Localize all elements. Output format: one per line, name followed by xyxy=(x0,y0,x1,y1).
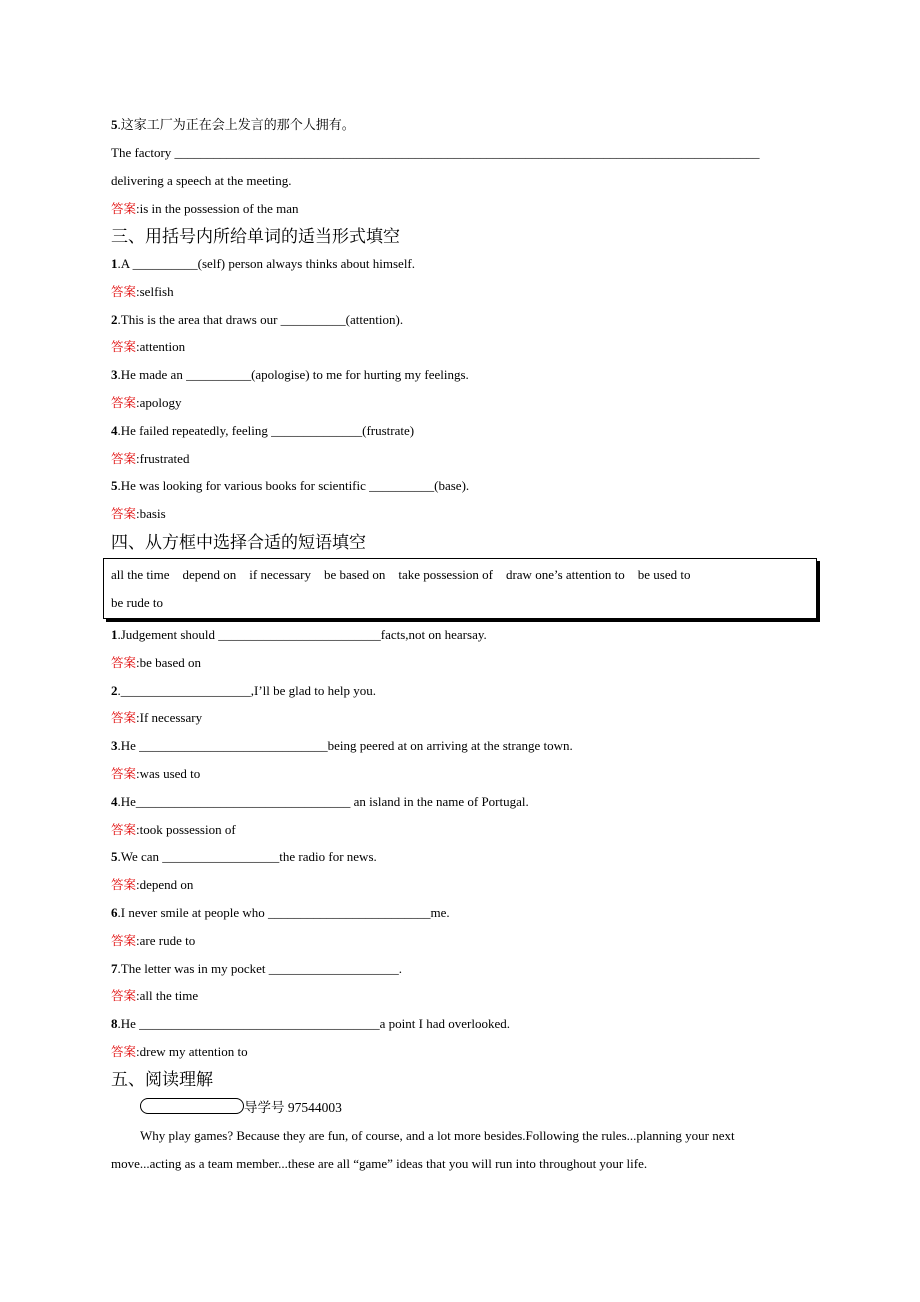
reading-paragraph-line: move...acting as a team member...these are all “game” ideas that you will run into throughout your life. xyxy=(111,1156,648,1171)
question-item xyxy=(111,905,450,921)
phrase-box-line: be rude to xyxy=(111,595,163,610)
question-number: 5 xyxy=(111,117,118,132)
question-item xyxy=(111,849,377,865)
question-number: 7 xyxy=(111,960,118,976)
question-item xyxy=(111,1016,510,1032)
answer xyxy=(111,1044,248,1060)
question-number: 6 xyxy=(111,905,118,920)
answer-label: 答案 xyxy=(111,1044,137,1059)
answer-text: :attention xyxy=(136,339,186,355)
answer-text: :selfish xyxy=(136,283,174,299)
section-heading: 三、用括号内所给单词的适当形式填空 xyxy=(111,227,400,247)
question-text: .这家工厂为正在会上发言的那个人拥有。 xyxy=(117,117,355,132)
answer xyxy=(111,339,185,355)
question-item xyxy=(111,423,414,439)
question-number: 2 xyxy=(111,682,118,698)
answer-text: :is in the possession of the man xyxy=(136,201,299,216)
answer xyxy=(111,877,193,893)
question-number: 1 xyxy=(111,256,118,271)
question-text: .We can __________________the radio for news. xyxy=(117,849,377,865)
question-number: 4 xyxy=(111,793,118,809)
answer xyxy=(111,395,182,411)
question-item xyxy=(111,256,415,272)
question-item xyxy=(111,478,469,494)
question-number: 5 xyxy=(111,478,118,494)
answer-label: 答案 xyxy=(111,932,137,948)
question-text: .He made an __________(apologise) to me for hurting my feelings. xyxy=(117,367,469,383)
answer-label: 答案 xyxy=(111,988,137,1004)
answer xyxy=(111,822,236,838)
question-item xyxy=(111,367,469,383)
answer-label: 答案 xyxy=(111,654,137,670)
answer xyxy=(111,451,189,467)
question-en-line2: delivering a speech at the meeting. xyxy=(111,173,292,188)
question-text: .He failed repeatedly, feeling ______________(frustrate) xyxy=(117,422,415,438)
answer xyxy=(111,933,195,949)
question-text: .A __________(self) person always thinks about himself. xyxy=(117,256,416,271)
question-number: 1 xyxy=(111,627,118,642)
question-text: .The letter was in my pocket ____________________. xyxy=(117,960,403,976)
answer-label: 答案 xyxy=(111,201,137,216)
answer-label: 答案 xyxy=(111,506,137,522)
answer-text: :If necessary xyxy=(136,710,203,726)
answer xyxy=(111,988,198,1004)
answer-label: 答案 xyxy=(111,450,137,466)
phrase-box-line: all the time depend on if necessary be based on take possession of draw one’s attention to be used to xyxy=(111,567,691,582)
answer-text: :was used to xyxy=(136,766,201,781)
question-item xyxy=(111,961,402,977)
guide-number: 导学号 97544003 xyxy=(244,1100,342,1115)
guide-number-frame xyxy=(140,1098,244,1114)
question-item xyxy=(111,683,376,699)
question-text: .He_________________________________ an island in the name of Portugal. xyxy=(117,793,529,809)
answer-label: 答案 xyxy=(111,821,137,837)
answer-text: :are rude to xyxy=(136,932,196,948)
question-number: 8 xyxy=(111,1016,118,1032)
answer xyxy=(111,710,202,726)
answer-text: :all the time xyxy=(136,988,199,1004)
answer xyxy=(111,655,201,671)
answer-label: 答案 xyxy=(111,877,137,893)
answer xyxy=(111,284,174,300)
question-text: .He _____________________________being peered at on arriving at the strange town. xyxy=(117,738,573,754)
answer-text: :basis xyxy=(136,506,166,522)
question-item xyxy=(111,627,487,643)
question-number: 3 xyxy=(111,367,118,383)
question-text: .I never smile at people who _________________________me. xyxy=(117,905,450,920)
question-number: 4 xyxy=(111,422,118,438)
reading-paragraph-line: Why play games? Because they are fun, of course, and a lot more besides.Following the rules...planning your next xyxy=(140,1128,735,1143)
question-number: 2 xyxy=(111,311,118,327)
question-number: 5 xyxy=(111,849,118,865)
section-heading: 五、阅读理解 xyxy=(111,1070,213,1090)
answer xyxy=(111,201,299,217)
question-zh xyxy=(111,117,355,133)
question-text: .This is the area that draws our __________(attention). xyxy=(117,311,404,327)
question-en-line1: The factory __________________________________________________________________________________________ xyxy=(111,145,760,160)
answer-text: :took possession of xyxy=(136,821,236,837)
answer-text: :depend on xyxy=(136,877,194,893)
answer-label: 答案 xyxy=(111,766,137,781)
section-heading: 四、从方框中选择合适的短语填空 xyxy=(111,533,366,553)
question-text: .He was looking for various books for scientific __________(base). xyxy=(117,478,470,494)
question-text: .Judgement should _________________________facts,not on hearsay. xyxy=(117,627,487,642)
answer-label: 答案 xyxy=(111,395,137,410)
answer-text: :apology xyxy=(136,395,182,410)
question-text: .He _____________________________________a point I had overlooked. xyxy=(117,1016,510,1032)
answer xyxy=(111,766,200,782)
answer xyxy=(111,506,166,522)
answer-label: 答案 xyxy=(111,710,137,726)
question-number: 3 xyxy=(111,738,118,754)
question-item xyxy=(111,794,529,810)
answer-text: :be based on xyxy=(136,654,201,670)
answer-text: :drew my attention to xyxy=(136,1044,248,1059)
question-text: .____________________,I’ll be glad to help you. xyxy=(117,682,377,698)
answer-label: 答案 xyxy=(111,283,137,299)
answer-text: :frustrated xyxy=(136,450,190,466)
question-item xyxy=(111,738,573,754)
question-item xyxy=(111,312,403,328)
answer-label: 答案 xyxy=(111,339,137,355)
